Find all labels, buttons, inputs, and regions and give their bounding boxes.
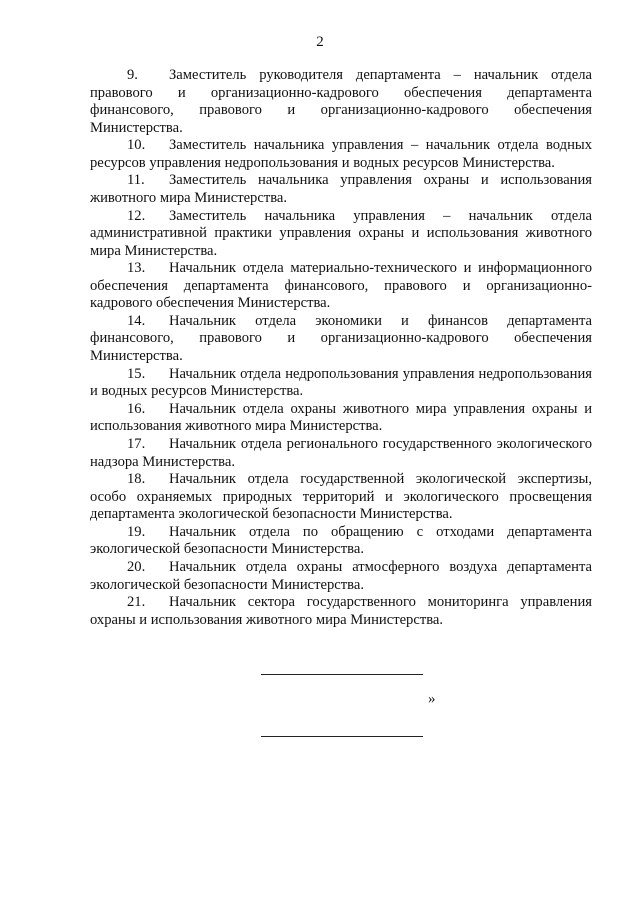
closing-quote-mark: »: [428, 691, 436, 707]
item-number: 11.: [127, 172, 145, 189]
list-item: [90, 524, 592, 559]
item-text: Начальник отдела недропользования управления недропользования и водных ресурсов Министерства.: [90, 365, 592, 400]
item-number: 12.: [127, 207, 146, 224]
list-item: [90, 260, 592, 313]
item-text: Заместитель начальника управления – начальник отдела административной практики управления охраны и использования животного мира Министерства.: [90, 207, 592, 259]
item-text: Начальник отдела охраны атмосферного воздуха департамента экологической безопасности Министерства.: [90, 559, 592, 593]
list-item: [90, 313, 592, 366]
item-text: Заместитель начальника управления охраны и использования животного мира Министерства.: [90, 172, 592, 206]
item-text: Начальник отдела по обращению с отходами департамента экологической безопасности Министерства.: [90, 523, 592, 558]
list-item: [90, 471, 592, 524]
list-item: [90, 366, 592, 401]
item-text: Заместитель начальника управления – начальник отдела водных ресурсов управления недропользования и водных ресурсов Министерства.: [90, 137, 592, 171]
item-text: Начальник отдела регионального государственного экологического надзора Министерства.: [90, 436, 592, 470]
item-number: 9.: [127, 67, 138, 83]
page-number: 2: [316, 34, 324, 50]
item-number: 14.: [127, 312, 146, 329]
item-text: Начальник отдела государственной экологической экспертизы, особо охраняемых природных территорий и экологического просвещения департамента экологической безопасности Министерства.: [90, 471, 592, 523]
item-text: Начальник отдела охраны животного мира управления охраны и использования животного мира Министерства.: [90, 400, 592, 435]
item-number: 19.: [127, 523, 146, 540]
list-item: [90, 436, 592, 471]
item-number: 18.: [127, 471, 146, 488]
list-item: [90, 172, 592, 207]
signature-line-bottom: [261, 736, 423, 737]
list-item: [90, 137, 592, 172]
position-list: [90, 67, 592, 629]
item-text: Начальник отдела материально-технического и информационного обеспечения департамента финансового, правового и организационно-кадрового обеспечения Министерства.: [90, 260, 592, 312]
item-number: 10.: [127, 137, 146, 154]
item-number: 21.: [127, 594, 146, 611]
list-item: [90, 559, 592, 594]
list-item: [90, 401, 592, 436]
item-number: 20.: [127, 559, 146, 576]
item-number: 13.: [127, 260, 146, 277]
signature-line-top: [261, 674, 423, 675]
item-text: Начальник сектора государственного мониторинга управления охраны и использования животного мира Министерства.: [90, 594, 592, 628]
item-number: 15.: [127, 365, 146, 382]
list-item: [90, 594, 592, 629]
item-number: 17.: [127, 436, 146, 452]
item-text: Начальник отдела экономики и финансов департамента финансового, правового и организационно-кадрового обеспечения Министерства.: [90, 312, 592, 364]
item-text: Заместитель руководителя департамента – начальник отдела правового и организационно-кадрового обеспечения департамента финансового, правового и организационно-кадрового обеспечения Министерства.: [90, 67, 592, 136]
list-item: [90, 67, 592, 137]
item-number: 16.: [127, 400, 146, 417]
list-item: [90, 208, 592, 261]
